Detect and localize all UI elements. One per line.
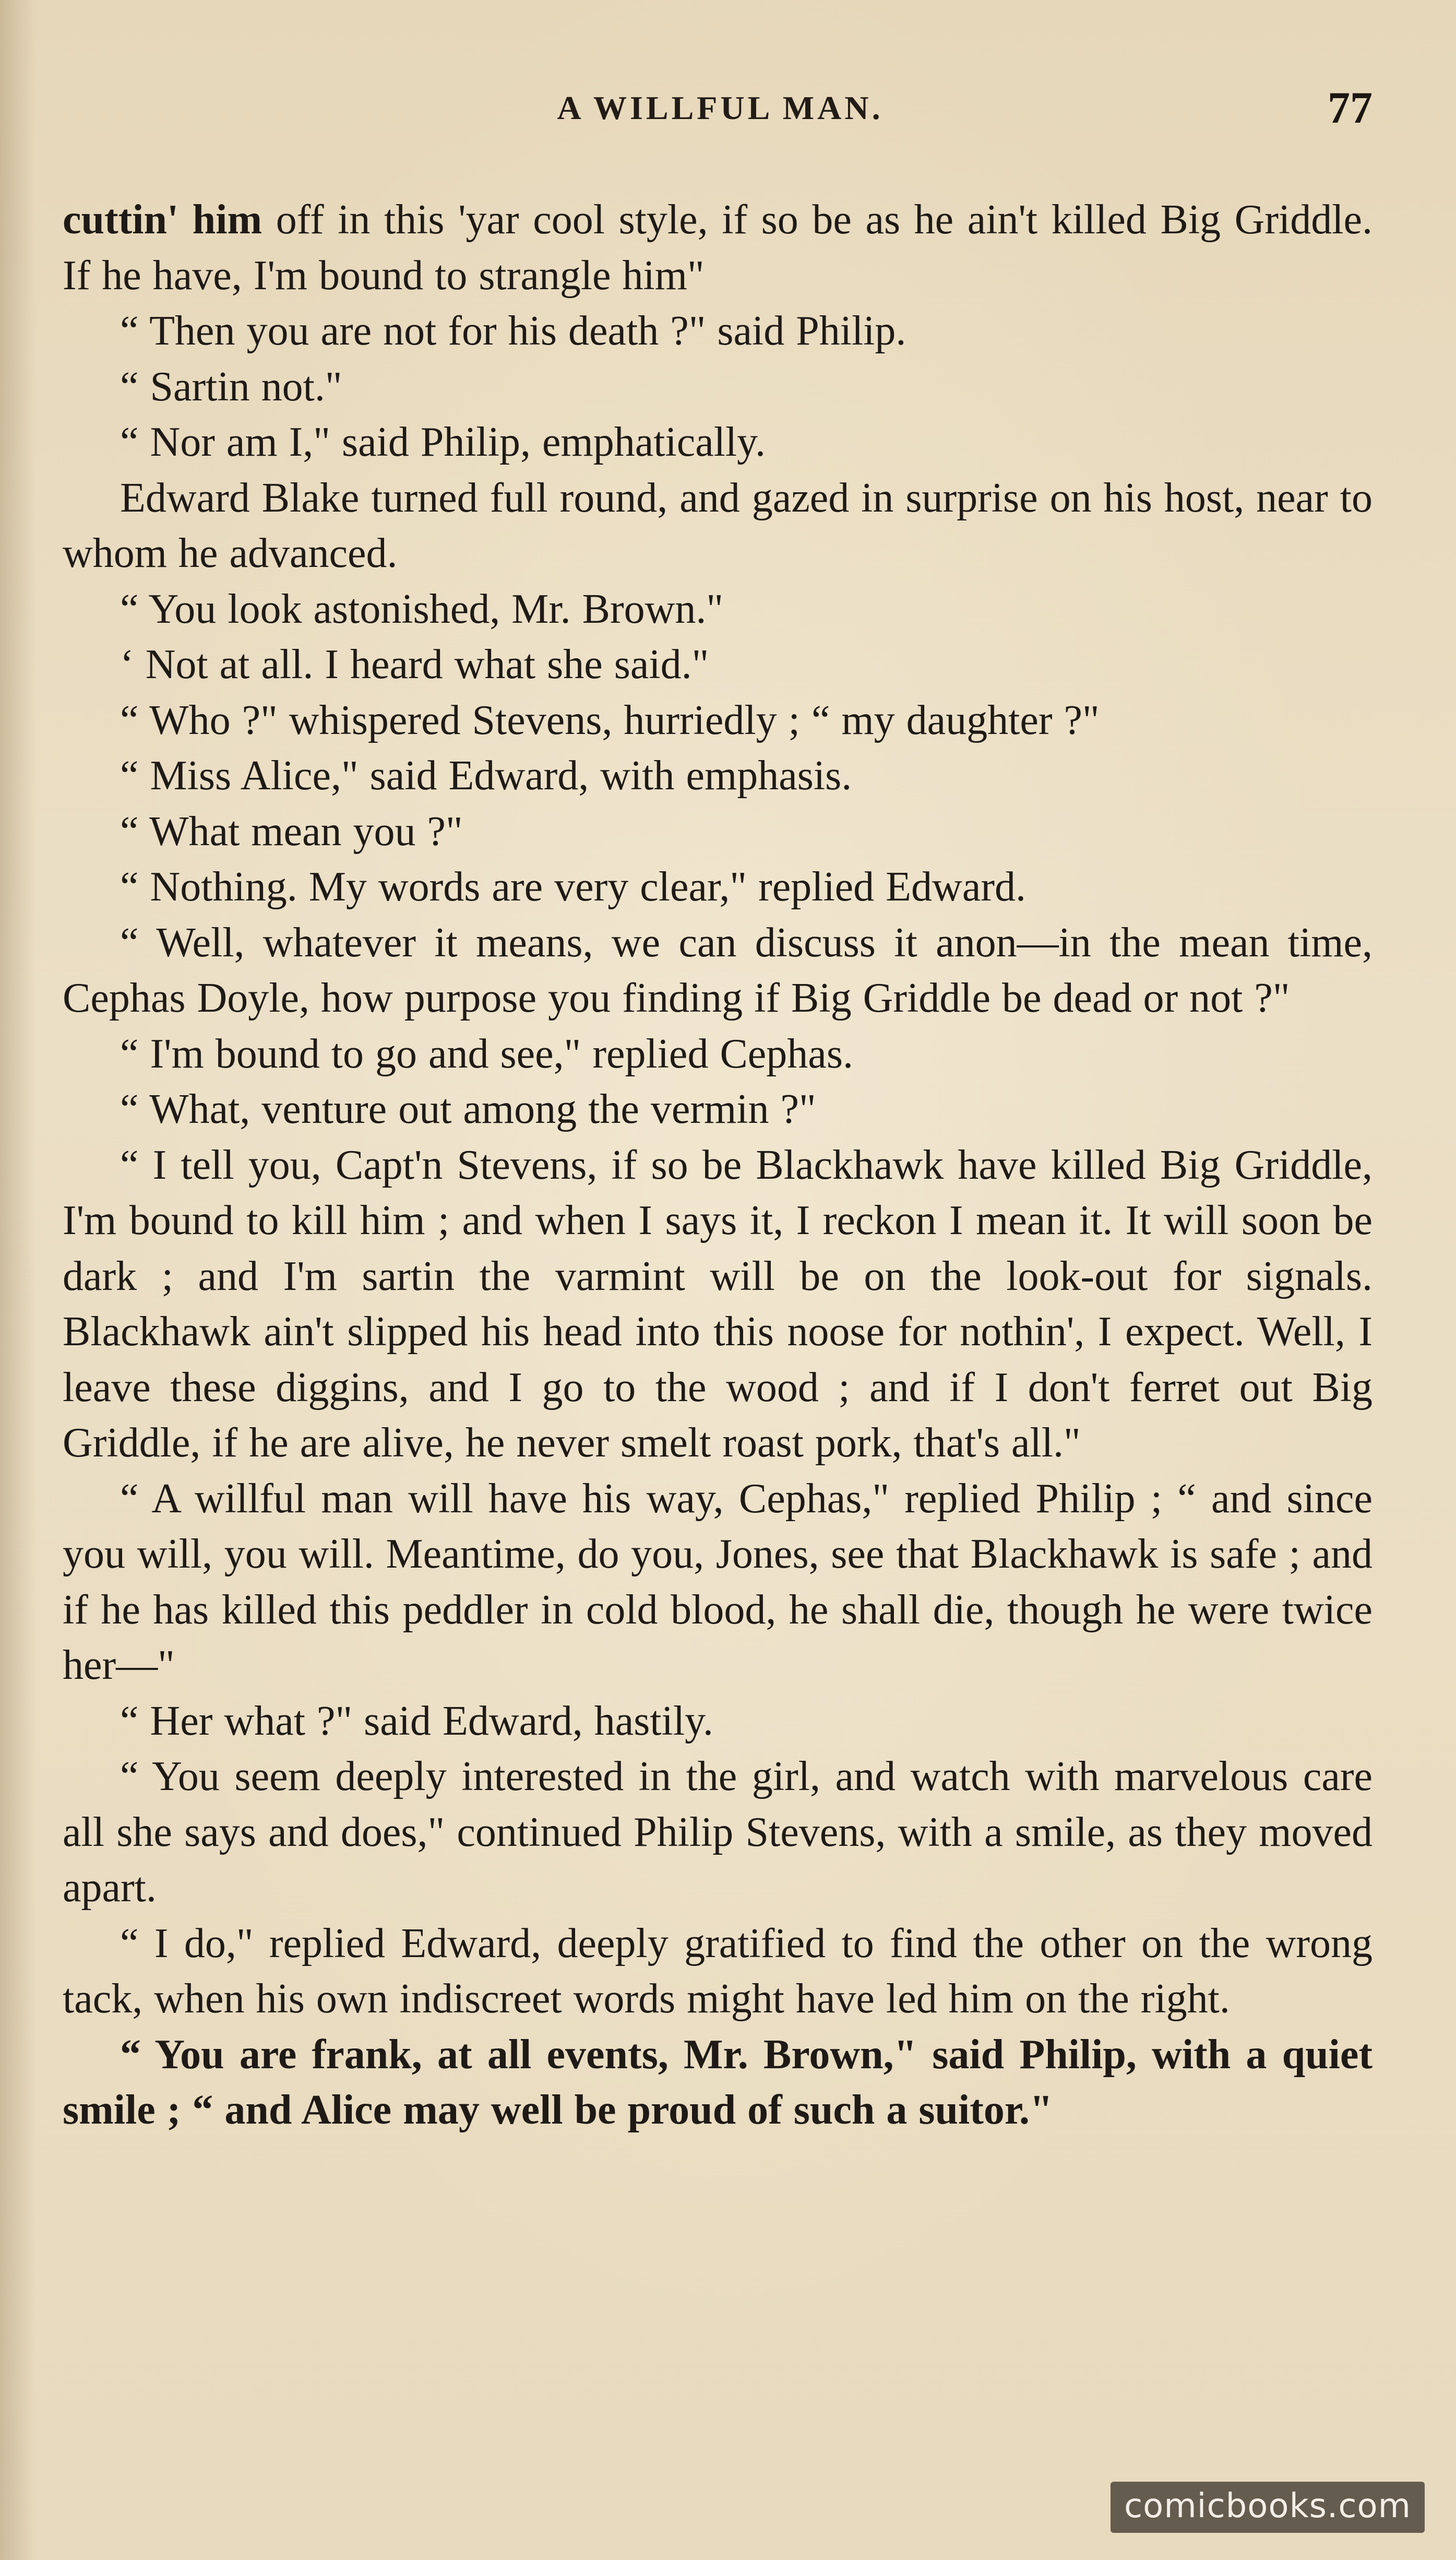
paragraph-5: Edward Blake turned full round, and gazed in surprise on his host, near to whom he advanced.	[63, 475, 1373, 576]
paragraph-7: ‘ Not at all. I heard what she said."	[120, 642, 709, 688]
paragraph-12: “ Well, whatever it means, we can discuss it anon—in the mean time, Cephas Doyle, how purpose you finding if Big Griddle be dead or not ?"	[63, 919, 1373, 1021]
page-header	[68, 82, 1373, 146]
watermark: comicbooks.com	[1111, 2482, 1425, 2533]
paragraph-1-lead: cuttin' him	[63, 197, 262, 243]
paragraph-8: “ Who ?" whispered Stevens, hurriedly ; “ my daughter ?"	[120, 697, 1100, 743]
paragraph-14: “ What, venture out among the vermin ?"	[120, 1086, 816, 1132]
paragraph-20: “ You are frank, at all events, Mr. Brown," said Philip, with a quiet smile ; “ and Alice may well be proud of such a suitor."	[63, 2031, 1373, 2133]
paragraph-6: “ You look astonished, Mr. Brown."	[120, 586, 724, 632]
paragraph-1-text: off in this 'yar cool style, if so be as he ain't killed Big Griddle. If he have, I'm bound to strangle him"	[63, 197, 1373, 299]
paragraph-10: “ What mean you ?"	[120, 808, 463, 855]
paragraph-16: “ A willful man will have his way, Cephas," replied Philip ; “ and since you will, you will. Meantime, do you, Jones, see that Blackhawk is safe ; and if he has killed this peddler in cold blood, he shall die, though he were twice her—"	[63, 1475, 1373, 1688]
paragraph-2: “ Then you are not for his death ?" said Philip.	[120, 308, 906, 354]
paragraph-19: “ I do," replied Edward, deeply gratified to find the other on the wrong tack, when his own indiscreet words might have led him on the right.	[63, 1920, 1373, 2022]
paragraph-13: “ I'm bound to go and see," replied Cephas.	[120, 1030, 853, 1077]
paragraph-9: “ Miss Alice," said Edward, with emphasis.	[120, 753, 852, 799]
page-gutter-shadow	[0, 0, 37, 2560]
paragraph-15: “ I tell you, Capt'n Stevens, if so be Blackhawk have killed Big Griddle, I'm bound to kill him ; and when I says it, I reckon I mean it. It will soon be dark ; and I'm sartin the varmint will be on the look-out for signals. Blackhawk ain't slipped his head into this noose for nothin', I expect. Well, I leave these diggins, and I go to the wood ; and if I don't ferret out Big Griddle, if he are alive, he never smelt roast pork, that's all."	[63, 1142, 1373, 1466]
paragraph-4: “ Nor am I," said Philip, emphatically.	[120, 419, 766, 465]
paragraph-1	[63, 192, 1373, 303]
paragraph-3: “ Sartin not."	[120, 363, 342, 410]
page-number: 77	[1328, 82, 1373, 133]
paragraph-17: “ Her what ?" said Edward, hastily.	[120, 1698, 713, 1744]
paragraph-11: “ Nothing. My words are very clear," replied Edward.	[120, 864, 1026, 910]
running-head: A WILLFUL MAN.	[557, 89, 884, 126]
body-text	[63, 192, 1373, 2138]
paragraph-18: “ You seem deeply interested in the girl, and watch with marvelous care all she says and does," continued Philip Stevens, with a smile, as they moved apart.	[63, 1753, 1373, 1911]
